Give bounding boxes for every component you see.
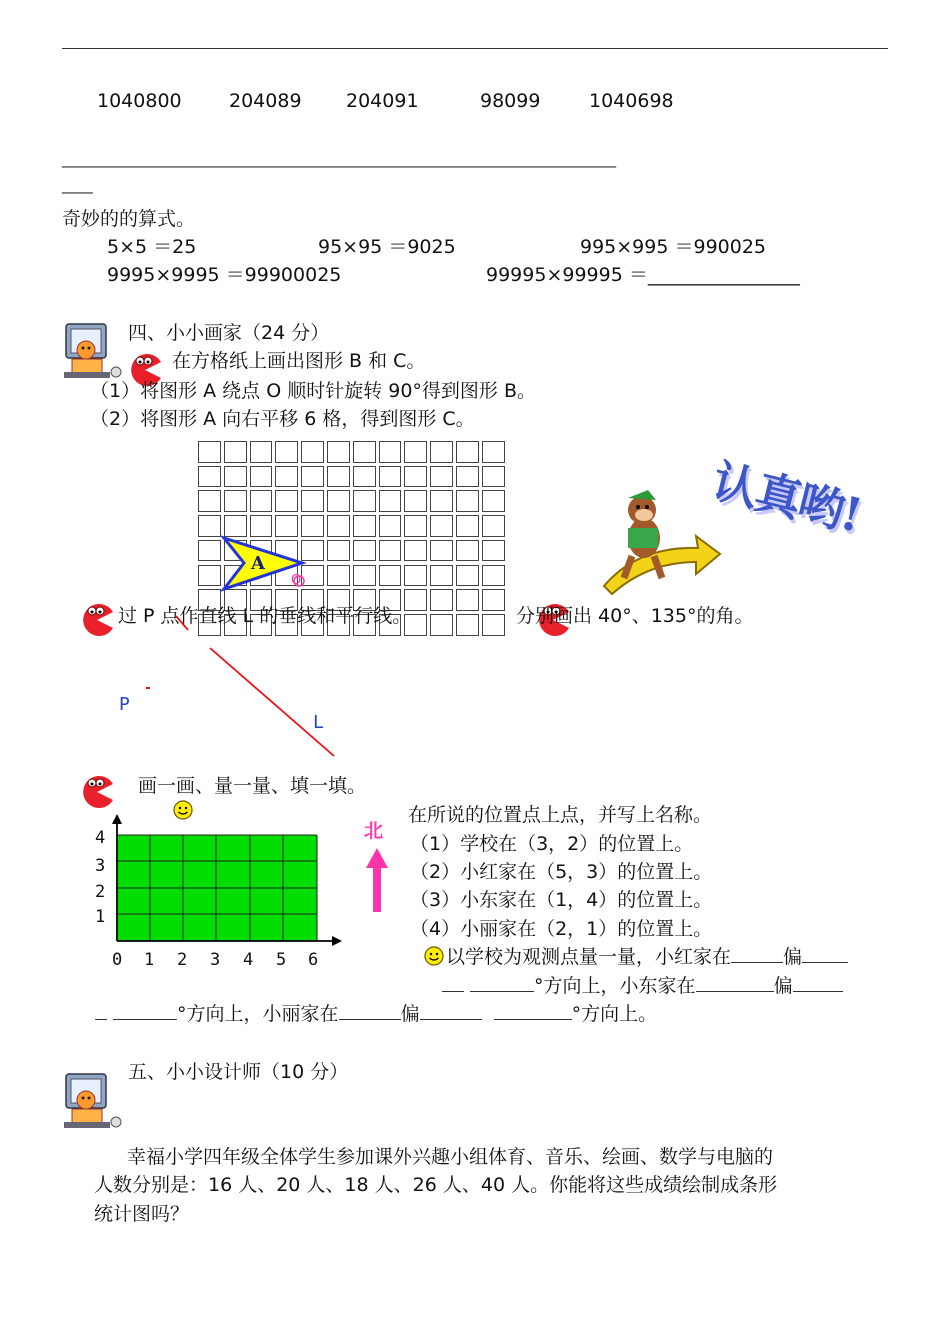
task1-intro: 在方格纸上画出图形 B 和 C。 bbox=[172, 350, 426, 372]
task4-intro: 在所说的位置点上点，并写上名称。 bbox=[408, 804, 713, 826]
line-l-label: L bbox=[313, 712, 324, 733]
number-1: 1040800 bbox=[97, 90, 182, 112]
number-3: 204091 bbox=[346, 90, 419, 112]
blank-2[interactable] bbox=[802, 944, 848, 963]
line-l bbox=[210, 648, 334, 756]
x-tick-3: 3 bbox=[210, 950, 221, 970]
north-arrow-icon bbox=[364, 846, 390, 914]
blank-3[interactable] bbox=[442, 973, 464, 992]
x-tick-5: 5 bbox=[276, 950, 287, 970]
measure-line-3 bbox=[95, 999, 657, 1026]
number-4: 98099 bbox=[480, 90, 541, 112]
task4-item-2: （2）小红家在（5，3）的位置上。 bbox=[410, 861, 713, 883]
x-tick-4: 4 bbox=[243, 950, 254, 970]
answer-line-2[interactable]: ____ bbox=[62, 176, 93, 194]
coordinate-grid[interactable] bbox=[90, 812, 350, 972]
formula-eq-1: 5×5 ＝25 bbox=[107, 236, 197, 258]
measure-part-3: °方向上，小丽家在 bbox=[177, 1003, 339, 1025]
x-tick-1: 1 bbox=[144, 950, 155, 970]
blank-8[interactable] bbox=[113, 1001, 177, 1020]
task2-text: 过 P 点作直线 L 的垂线和平行线。 bbox=[118, 605, 412, 627]
section4-heading: 四、小小画家（24 分） bbox=[128, 322, 330, 344]
blank-5[interactable] bbox=[696, 973, 774, 992]
blank-11[interactable] bbox=[494, 1001, 572, 1020]
shape-a-label: A bbox=[251, 553, 265, 574]
measure-part-1: 以学校为观测点量一量，小红家在 bbox=[446, 946, 732, 968]
x-tick-6: 6 bbox=[308, 950, 319, 970]
number-2: 204089 bbox=[229, 90, 302, 112]
task4-title: 画一画、量一量、填一填。 bbox=[138, 775, 367, 797]
task3-text: 分别画出 40°、135°的角。 bbox=[516, 605, 754, 627]
pacman-icon bbox=[79, 774, 115, 815]
point-p-label: P bbox=[119, 694, 130, 715]
blank-9[interactable] bbox=[339, 1001, 401, 1020]
task4-item-1: （1）学校在（3，2）的位置上。 bbox=[410, 833, 694, 855]
formula-eq-5[interactable]: 99995×99995 ＝________________ bbox=[486, 264, 800, 286]
x-tick-0: 0 bbox=[112, 950, 123, 970]
number-5: 1040698 bbox=[589, 90, 674, 112]
top-rule bbox=[62, 48, 888, 49]
wordart-banner: 认真哟! bbox=[706, 453, 866, 543]
task1-item-1: （1）将图形 A 绕点 O 顺时针旋转 90°得到图形 B。 bbox=[90, 380, 536, 402]
y-tick-3: 3 bbox=[95, 856, 106, 876]
north-label: 北 bbox=[364, 820, 384, 842]
measure-pian-3: 偏 bbox=[400, 1003, 420, 1025]
blank-1[interactable] bbox=[731, 944, 783, 963]
answer-line-1[interactable]: ________________________________________________________________________ bbox=[62, 150, 617, 168]
task4-item-3: （3）小东家在（1，4）的位置上。 bbox=[410, 889, 713, 911]
monkey-mascot-icon bbox=[598, 486, 723, 603]
y-tick-4: 4 bbox=[95, 828, 106, 848]
formula-eq-3: 995×995 ＝990025 bbox=[580, 236, 767, 258]
point-o-label: O bbox=[291, 573, 302, 588]
formula-title: 奇妙的的算式。 bbox=[62, 208, 196, 230]
x-tick-2: 2 bbox=[177, 950, 188, 970]
section5-para-line-2: 人数分别是：16 人、20 人、18 人、26 人、40 人。你能将这些成绩绘制成条形 bbox=[94, 1174, 778, 1196]
x-axis-arrow bbox=[332, 936, 342, 946]
blank-10[interactable] bbox=[420, 1001, 482, 1020]
task4-item-4: （4）小丽家在（2，1）的位置上。 bbox=[410, 918, 713, 940]
section5-para-line-3: 统计图吗？ bbox=[94, 1203, 190, 1225]
measure-part-2: °方向上，小东家在 bbox=[534, 975, 696, 997]
measure-line-1 bbox=[446, 942, 848, 969]
line-l-drawing bbox=[140, 610, 350, 770]
task1-item-2: （2）将图形 A 向右平移 6 格，得到图形 C。 bbox=[90, 408, 475, 430]
pacman-icon bbox=[79, 602, 115, 643]
y-axis-arrow bbox=[112, 814, 122, 824]
blank-7[interactable] bbox=[95, 1001, 107, 1020]
y-tick-1: 1 bbox=[95, 907, 106, 927]
computer-kid-icon bbox=[62, 1072, 132, 1139]
line-l-upper bbox=[176, 616, 188, 630]
measure-pian-2: 偏 bbox=[773, 975, 793, 997]
measure-line-2 bbox=[442, 971, 843, 998]
measure-end: °方向上。 bbox=[571, 1003, 658, 1025]
blank-4[interactable] bbox=[470, 973, 534, 992]
section5-heading: 五、小小设计师（10 分） bbox=[128, 1061, 349, 1083]
smiley-icon bbox=[424, 946, 444, 971]
formula-eq-4: 9995×9995 ＝99900025 bbox=[107, 264, 342, 286]
measure-pian-1: 偏 bbox=[783, 946, 803, 968]
blank-6[interactable] bbox=[793, 973, 843, 992]
y-tick-2: 2 bbox=[95, 882, 106, 902]
formula-eq-2: 95×95 ＝9025 bbox=[318, 236, 456, 258]
section5-para-line-1: 幸福小学四年级全体学生参加课外兴趣小组体育、音乐、绘画、数学与电脑的 bbox=[127, 1146, 774, 1168]
